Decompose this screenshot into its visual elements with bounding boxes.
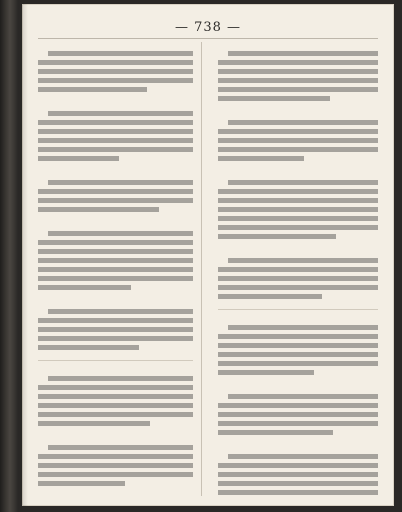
page-header: [38, 16, 378, 39]
paragraph-left-7: [38, 436, 193, 490]
paragraph-left-1: [38, 42, 193, 96]
paragraph-text: [218, 316, 378, 325]
paragraph-text: [38, 300, 193, 309]
paragraph-text: [218, 385, 378, 394]
paragraph-text: [38, 102, 193, 111]
page-number: — 738 —: [174, 20, 242, 35]
paragraph-left-2: [38, 102, 193, 165]
paragraph-text: [38, 436, 193, 445]
paragraph-text: [38, 171, 193, 180]
section-divider: [38, 360, 193, 361]
two-column-body: [38, 42, 378, 496]
paragraph-left-6: [38, 367, 193, 430]
section-divider: [218, 309, 378, 310]
paragraph-right-6: [218, 385, 378, 439]
paragraph-right-2: [218, 111, 378, 165]
paragraph-right-7: [218, 445, 378, 496]
paragraph-text: [218, 42, 378, 51]
document-page: [22, 4, 394, 506]
page-content: [38, 16, 378, 496]
paragraph-text: [218, 249, 378, 258]
paragraph-text: [218, 171, 378, 180]
paragraph-left-3: [38, 171, 193, 216]
paragraph-left-4: [38, 222, 193, 294]
page-gutter-shadow: [22, 4, 28, 506]
paragraph-left-5: [38, 300, 193, 354]
paragraph-right-3: [218, 171, 378, 243]
paragraph-text: [218, 111, 378, 120]
right-column: [214, 42, 378, 496]
paragraph-right-1: [218, 42, 378, 105]
paragraph-text: [38, 42, 193, 51]
paragraph-right-5: [218, 316, 378, 379]
paragraph-text: [218, 445, 378, 454]
paragraph-text: [38, 367, 193, 376]
paragraph-right-4: [218, 249, 378, 303]
paragraph-text: [38, 222, 193, 231]
left-column: [38, 42, 202, 496]
